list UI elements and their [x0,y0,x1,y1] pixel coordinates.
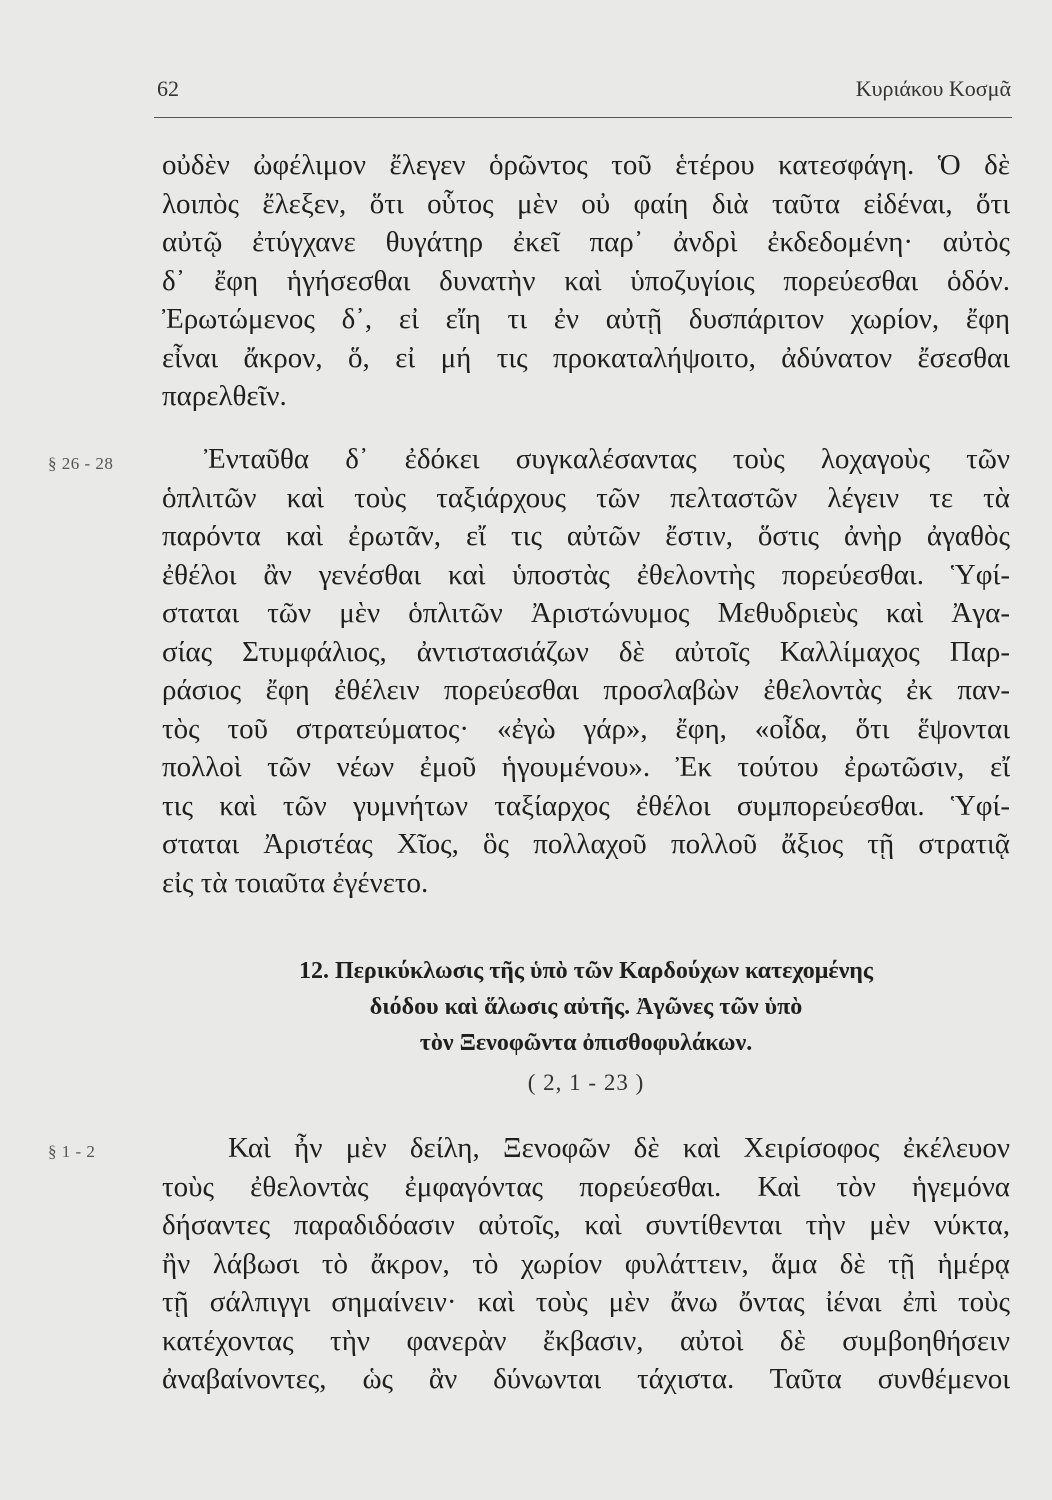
text-line: ράσιος ἔφη ἐθέλειν πορεύεσθαι προσλαβὼν ἐθελοντὰς ἐκ παν- [162,674,1010,706]
text-line: οὐδὲν ὠφέλιμον ἔλεγεν ὁρῶντος τοῦ ἑτέρου κατεσφάγη. Ὁ δὲ [162,149,1010,181]
text-line: ἀναβαίνοντες, ὡς ἂν δύνωνται τάχιστα. Ταῦτα συνθέμενοι [162,1363,1010,1395]
section-range: ( 2, 1 - 23 ) [527,1070,645,1095]
text-line: παρελθεῖν. [162,380,287,412]
text-line: Ἐνταῦθα δ᾽ ἐδόκει συγκαλέσαντας τοὺς λοχαγοὺς τῶν [204,443,1010,475]
text-line: Ἐρωτώμενος δ᾽, εἰ εἴη τι ἐν αὐτῇ δυσπάριτον χωρίον, ἔφη [162,303,1010,335]
text-line: σταται τῶν μὲν ὁπλιτῶν Ἀριστώνυμος Μεθυδριεὺς καὶ Ἀγα- [162,597,1010,629]
text-line: ὁπλιτῶν καὶ τοὺς ταξιάρχους τῶν πελταστῶν λέγειν τε τὰ [162,481,1010,514]
text-line: σταται Ἀριστέας Χῖος, ὃς πολλαχοῦ πολλοῦ ἄξιος τῇ στρατιᾷ [162,828,1010,860]
text-line: σίας Στυμφάλιος, ἀντιστασιάζων δὲ αὐτοῖς Καλλίμαχος Παρ- [162,635,1010,668]
text-line: παρόντα καὶ ἐρωτᾶν, εἴ τις αὐτῶν ἔστιν, ὅστις ἀνὴρ ἀγαθὸς [162,520,1010,552]
text-line: πολλοὶ τῶν νέων ἐμοῦ ἡγουμένου». Ἐκ τούτου ἐρωτῶσιν, εἴ [162,751,1010,783]
text-line: δήσαντες παραδιδόασιν αὐτοῖς, καὶ συντίθενται τὴν μὲν νύκτα, [162,1209,1010,1241]
text-line: ἢν λάβωσι τὸ ἄκρον, τὸ χωρίον φυλάττειν, ἅμα δὲ τῇ ἡμέρᾳ [162,1247,1010,1280]
running-title: Κυριάκου Κοσμᾶ [855,76,1011,101]
page-number: 62 [157,76,179,101]
text-line: τοὺς ἐθελοντὰς ἐμφαγόντας πορεύεσθαι. Καὶ τὸν ἡγεμόνα [162,1170,1010,1203]
text-line: τῇ σάλπιγγι σημαίνειν· καὶ τοὺς μὲν ἄνω ὄντας ἰέναι ἐπὶ τοὺς [162,1286,1010,1318]
margin-reference: § 26 - 28 [48,454,114,473]
text-line: δ᾽ ἔφη ἡγήσεσθαι δυνατὴν καὶ ὑποζυγίοις πορεύεσθαι ὁδόν. [162,264,1010,297]
text-line: κατέχοντας τὴν φανερὰν ἔκβασιν, αὐτοὶ δὲ συμβοηθήσειν [162,1324,1010,1357]
section-heading [162,953,1010,1061]
paragraph-3 [162,1129,1010,1399]
heading-line: 12. Περικύκλωσις τῆς ὑπὸ τῶν Καρδούχων κατεχομένης [298,958,874,984]
running-head [157,76,1011,106]
text-line: εἰς τὰ τοιαῦτα ἐγένετο. [162,866,429,899]
text-line: αὐτῷ ἐτύγχανε θυγάτηρ ἐκεῖ παρ᾽ ἀνδρὶ ἐκδεδομένη· αὐτὸς [162,226,1010,258]
heading-line: τὸν Ξενοφῶντα ὀπισθοφυλάκων. [419,1030,753,1056]
heading-line: διόδου καὶ ἅλωσις αὐτῆς. Ἀγῶνες τῶν ὑπὸ [369,994,803,1020]
margin-reference: § 1 - 2 [48,1142,96,1161]
text-line: τὸς τοῦ στρατεύματος· «ἐγὼ γάρ», ἔφη, «οἶδα, ὅτι ἕψονται [162,712,1010,745]
text-line: εἶναι ἄκρον, ὅ, εἰ μή τις προκαταλήψοιτο, ἀδύνατον ἔσεσθαι [162,341,1010,374]
text-line: λοιπὸς ἔλεξεν, ὅτι οὗτος μὲν οὐ φαίη διὰ ταῦτα εἰδέναι, ὅτι [162,187,1010,220]
text-line: τις καὶ τῶν γυμνήτων ταξίαρχος ἐθέλοι συμπορεύεσθαι. Ὑφί- [162,789,1010,822]
text-line: ἐθέλοι ἂν γενέσθαι καὶ ὑποστὰς ἐθελοντὴς πορεύεσθαι. Ὑφί- [162,558,1010,591]
text-line: Καὶ ἦν μὲν δείλη, Ξενοφῶν δὲ καὶ Χειρίσοφος ἐκέλευον [228,1132,1010,1164]
header-rule [154,117,1012,118]
paragraph-2 [162,440,1010,902]
paragraph-1 [162,146,1010,416]
